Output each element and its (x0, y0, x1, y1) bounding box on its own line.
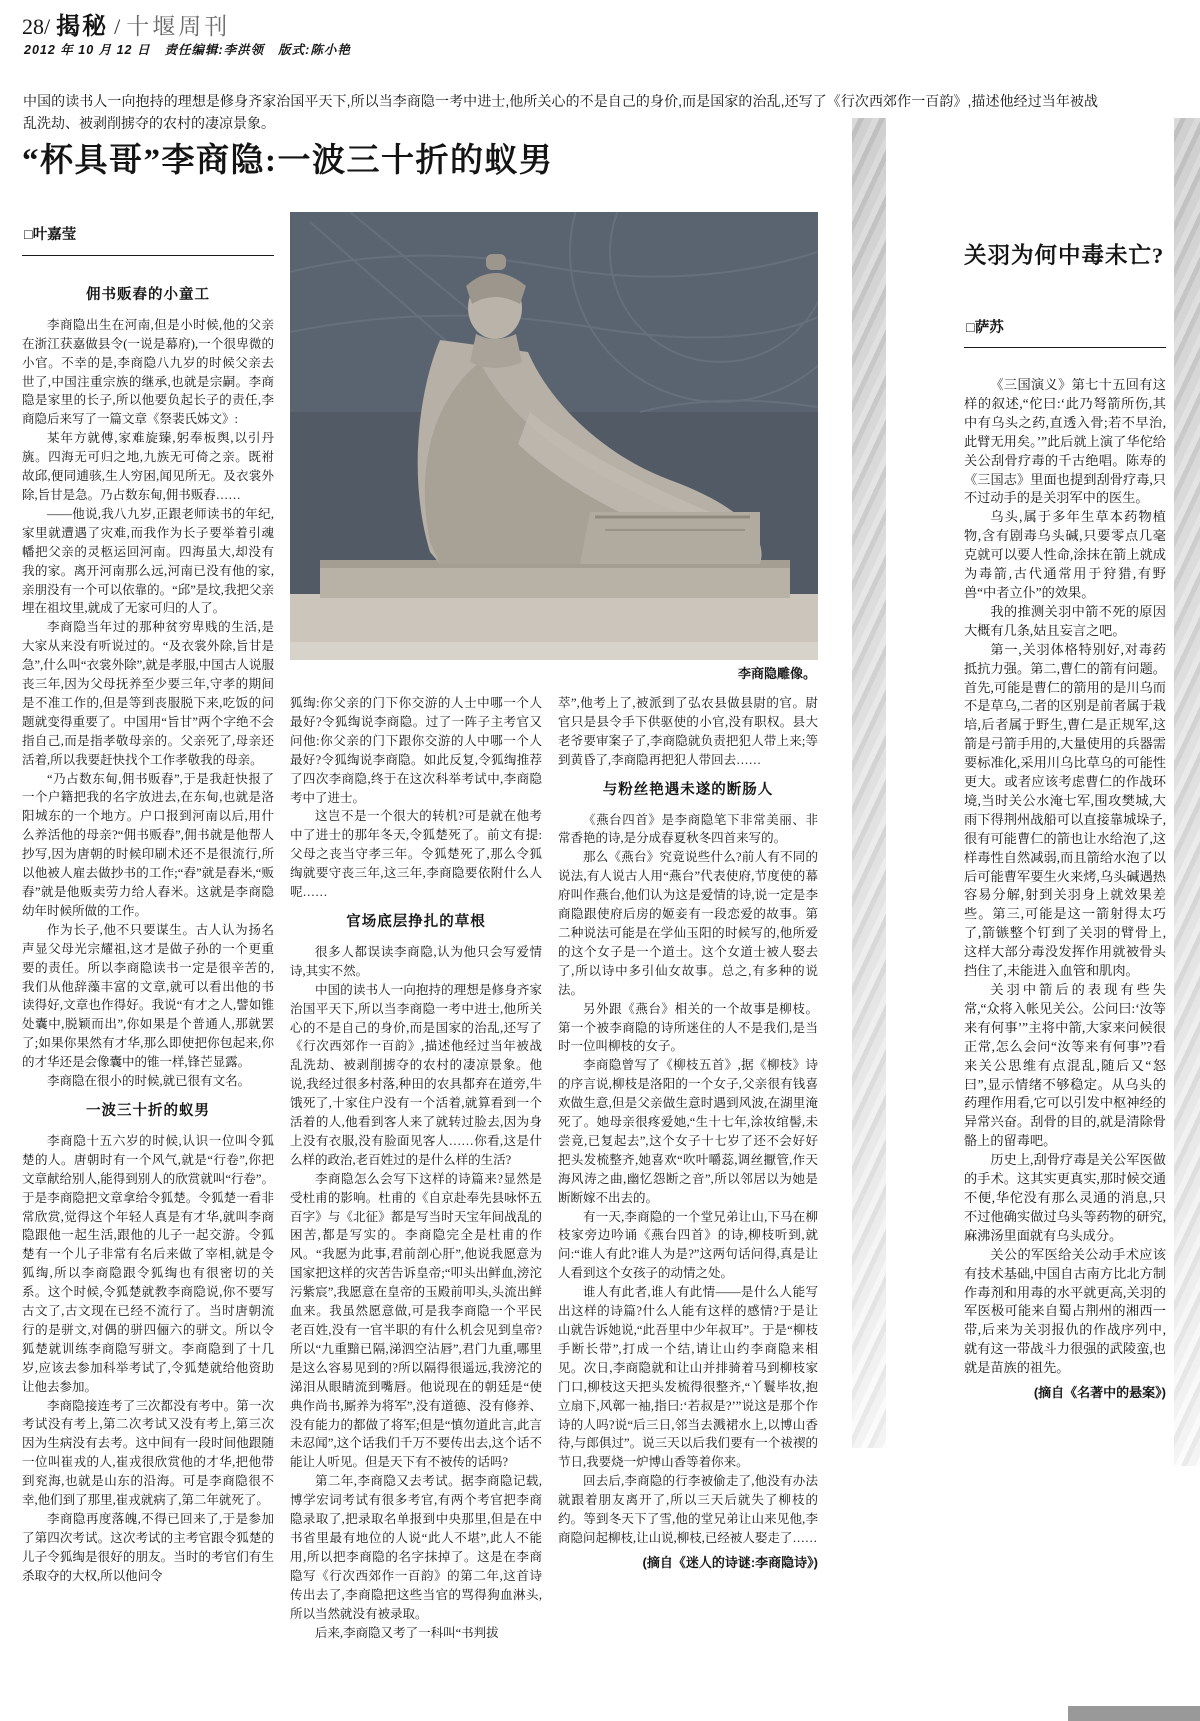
paragraph: 第一,关羽体格特别好,对毒药抵抗力强。第二,曹仁的箭有问题。首先,可能是曹仁的箭用的是川乌而不是草乌,二者的区别是前者属于栽培,后者属于野生,曹仁是正规军,这箭是弓箭手用的,大量使用的兵器需要标准化,采用川乌比草乌的可能性更大。或者应该考虑曹仁的作战环境,当时关公水淹七军,围攻樊城,大雨下得荆州战船可以直接靠城垛子,很有可能曹仁的箭也让水给泡了,这样毒性自然减弱,而且箭给水泡了以后可能曹军要生火来烤,乌头碱遇热容易分解,射到关羽身上就效果差些。第三,可能是这一箭射得太巧了,箭镞整个钉到了关羽的臂骨上,这样大部分毒没发挥作用就被骨头挡住了,未能进入血管和肌肉。 (964, 641, 1166, 979)
main-headline: “杯具哥”李商隐:一波三十折的蚁男 (22, 143, 554, 179)
paragraph: 回去后,李商隐的行李被偷走了,他没有办法就跟着朋友离开了,所以三天后就失了柳枝的约。等到冬天下了雪,他的堂兄弟让山来见他,李商隐问起柳枝,让山说,柳枝,已经被人娶走了…… (558, 1474, 818, 1545)
column-3-body (558, 694, 818, 1573)
paragraph: 关羽中箭后的表现有些失常,“众将入帐见关公。公问曰:‘汝等来有何事’”主将中箭,大家来问候很正常,怎么会问“汝等来有何事”?看来关公思维有点混乱,随后又“怒曰”,显示情绪不够稳定。从乌头的药理作用看,它可以引发中枢神经的异常兴奋。刮骨的目的,就是清除骨骼上的留毒吧。 (964, 982, 1166, 1149)
source-attribution: (摘自《迷人的诗谜:李商隐诗》) (642, 1554, 818, 1570)
strip-texture (852, 118, 886, 1448)
article-column-3 (558, 694, 818, 1714)
paragraph: 李商隐曾写了《柳枝五首》,据《柳枝》诗的序言说,柳枝是洛阳的一个女子,父亲很有钱喜欢做生意,但是父亲做生意时遇到风波,在湖里淹死了。她母亲很疼爱她,“生十七年,涂妆绾髻,未尝竟,已复起去”,这个女子十七岁了还不会好好把头发梳整齐,她喜欢“吹叶嚼蕊,调丝擫管,作天海风涛之曲,幽忆怨断之音”,所以邻居以为她是断断嫁不出去的。 (558, 1058, 818, 1205)
paragraph: ——他说,我八九岁,正跟老师读书的年纪,家里就遭遇了灾难,而我作为长子要举着引魂幡把父亲的灵柩运回河南。四海虽大,却没有我的家。离开河南那么远,河南已没有他的家,亲朋没有一个可以依靠的。“邱”是坟,我把父亲埋在祖坟里,就成了无家可归的人了。 (22, 506, 274, 616)
masthead (22, 6, 230, 41)
paragraph: 乌头,属于多年生草本药物植物,含有剧毒乌头碱,只要零点几毫克就可以要人性命,涂抹在箭上就成为毒箭,古代通常用于狩猎,有野兽“中者立仆”的效果。 (964, 509, 1166, 600)
paragraph: 李商隐十五六岁的时候,认识一位叫令狐楚的人。唐朝时有一个风气,就是“行卷”,你把文章献给别人,能得到别人的欣赏就叫“行卷”。于是李商隐把文章拿给令狐楚。令狐楚一看非常欣赏,觉得这个年轻人真是有才华,就叫李商隐跟他一起生活,跟他的儿子一起交游。令狐楚有一个儿子非常有名后来做了宰相,就是令狐绹,所以李商隐跟令狐绹也有很密切的关系。这个时候,令狐楚就教李商隐说,你不要写古文了,古文现在已经不流行了。当时唐朝流行的是骈文,对偶的骈四俪六的骈文。所以令狐楚就训练李商隐写骈文。李商隐到了十几岁,应该去参加科举考试了,令狐楚就给他资助让他去参加。 (22, 1133, 274, 1394)
paragraph: 李商隐出生在河南,但是小时候,他的父亲在浙江获嘉做县令(一说是幕府),一个很卑微的小官。不幸的是,李商隐八九岁的时候父亲去世了,中国注重宗族的继承,也就是宗嗣。李商隐是家里的长子,所以他要负起长子的责任,李商隐后来写了一篇文章《祭裴氏姊文》: (22, 317, 274, 427)
corner-block (1068, 1706, 1200, 1721)
section-subhead: 官场底层挣扎的草根 (346, 913, 486, 930)
paragraph: 狐绹:你父亲的门下你交游的人士中哪一个人最好?令狐绹说李商隐。过了一阵子主考官又问他:你父亲的门下跟你交游的人中哪一个人最好?令狐绹说李商隐。如此反复,令狐绹推荐了四次李商隐,终于在这次科举考试中,李商隐考中了进士。 (290, 696, 542, 805)
paragraph: 李商隐当年过的那种贫穷卑贱的生活,是大家从来没有听说过的。“及衣裳外除,旨甘是急”,什么叫“衣裳外除”,就是孝服,中国古人说服丧三年,因为父母抚养至少要三年,守孝的期间是不准工作的,但是等到丧服脱下来,吃饭的问题就变得重要了。中国用“旨甘”两个字绝不会指自己,而是指孝敬母亲的。父亲死了,母亲还活着,所以我要赶快找个工作孝敬我的母亲。 (22, 620, 274, 767)
article-column-1 (22, 212, 274, 1710)
column-1-body (22, 286, 274, 1586)
paragraph: 李商隐接连考了三次都没有考中。第一次考试没有考上,第二次考试又没有考上,第三次因为生病没有去考。这中间有一段时间他跟随一位叫崔戎的人,崔戎很欣赏他的才华,把他带到兖海,也就是山东的沿海。可是李商隐很不幸,他们到了那里,崔戎就病了,第二年就死了。 (22, 1398, 274, 1508)
paragraph: 很多人都误读李商隐,认为他只会写爱情诗,其实不然。 (290, 944, 542, 978)
sidebar-author-byline: □萨苏 (964, 270, 1166, 348)
strip-texture (1174, 118, 1200, 1466)
paragraph: 我的推测关羽中箭不死的原因大概有几条,姑且妄言之吧。 (964, 603, 1166, 638)
column-2-body (290, 694, 542, 1642)
paragraph: 某年方就傅,家难旋臻,躬奉板舆,以引丹旐。四海无可归之地,九族无可倚之亲。既祔故邱,便同逋骇,生人穷困,闻见所无。及衣裳外除,旨甘是急。乃占数东甸,佣书贩舂…… (22, 431, 274, 502)
paragraph: “乃占数东甸,佣书贩舂”,于是我赶快报了一个户籍把我的名字放进去,在东甸,也就是洛阳城东的一个地方。户口报到河南以后,用什么养活他的母亲?“佣书贩舂”,佣书就是他帮人抄写,因为唐朝的时候印刷术还不是很流行,所以他被人雇去做抄书的工作;“舂”就是舂米,“贩舂”就是他贩卖劳力给人舂米。这就是李商隐幼年时候所做的工作。 (22, 771, 274, 918)
paragraph: 有一天,李商隐的一个堂兄弟让山,下马在柳枝家旁边吟诵《燕台四首》的诗,柳枝听到,就问:“谁人有此?谁人为是?”这两句话问得,真是让人看到这个女孩子的动情之处。 (558, 1209, 818, 1281)
section-subhead: 与粉丝艳遇未遂的断肠人 (602, 781, 774, 798)
section-subhead: 一波三十折的蚁男 (86, 1102, 210, 1119)
paragraph: 第二年,李商隐又去考试。据李商隐记载,博学宏词考试有很多考官,有两个考官把李商隐录取了,把录取名单报到中央那里,但是在中书省里最有地位的人说“此人不堪”,此人不能用,所以把李商隐的名字抹掉了。这是在李商隐写《行次西郊作一百韵》的第二年,这首诗传出去了,李商隐把这些当官的骂得狗血淋头,所以当然就没有被录取。 (290, 1474, 542, 1621)
layout-editor: 版式:陈小艳 (278, 43, 351, 57)
paragraph: 关公的军医给关公动手术应该有技术基础,中国自古南方比北方制作毒剂和用毒的水平就更高,关羽的军医极可能来自蜀占荆州的湘西一带,后来为关羽报仇的作战序列中,就有这一带战斗力很强的武陵蛮,也就是苗族的祖先。 (964, 1246, 1166, 1376)
page-number: 28/ (22, 14, 51, 39)
responsible-editor: 责任编辑:李洪领 (164, 43, 265, 57)
decorative-strip-right (1174, 118, 1200, 1466)
photo-caption: 李商隐雕像。 (737, 666, 816, 681)
paragraph: 历史上,刮骨疗毒是关公军医做的手术。这其实更真实,那时候交通不便,华佗没有那么灵通的消息,只不过他确实做过乌头等药物的研究,麻沸汤里面就有乌头成分。 (964, 1152, 1166, 1243)
paragraph: 中国的读书人一向抱持的理想是修身齐家治国平天下,所以当李商隐一考中进士,他所关心的不是自己的身价,而是国家的治乱,还写了《行次西郊作一百韵》,描述他经过当年被战乱洗劫、被剥削掳夺的农村的凄凉景象。他说,我经过很多村落,种田的农具都弃在道旁,牛饿死了,十家住户没有一个活着,就算看到一个活着的人,他看到客人来了就转过脸去,因为身上没有衣服,没有脸面见客人……你看,这是什么样的政治,老百姓过的是什么样的生活? (290, 982, 542, 1167)
paragraph: 《三国演义》第七十五回有这样的叙述,“佗曰:‘此乃弩箭所伤,其中有乌头之药,直透入骨;若不早治,此臂无用矣。’”此后就上演了华佗给关公刮骨疗毒的千古绝唱。陈寿的《三国志》里面也提到刮骨疗毒,只不过动手的是关羽军中的医生。 (964, 377, 1166, 506)
dateline (24, 40, 351, 58)
masthead-divider: / (114, 14, 121, 39)
source-attribution: (摘自《名著中的悬案》) (1033, 1385, 1166, 1401)
section-title: 揭秘 (56, 13, 109, 40)
paragraph: 李商隐怎么会写下这样的诗篇来?显然是受杜甫的影响。杜甫的《自京赴奉先县咏怀五百字》与《北征》都是写当时天宝年间战乱的困苦,都是写实的。李商隐完全是杜甫的作风。“我愿为此事,君前剖心肝”,他说我愿意为国家把这样的灾苦告诉皇帝;“叩头出鲜血,滂沱污紫宸”,我愿意在皇帝的玉殿前叩头,头流出鲜血来。我虽然愿意做,可是我李商隐一个平民老百姓,没有一官半职的有什么机会见到皇帝?所以“九重黯已隔,涕泗空沾唇”,君门九重,哪里是这么容易见到的?所以隔得很遥远,我滂沱的涕泪从眼睛流到嘴唇。他说现在的朝廷是“使典作尚书,厮养为将军”,没有道德、没有修养、没有能力的都做了将军;但是“慎勿道此言,此言未忍闻”,这个话我们千万不要传出去,这个话不能让人听见。但是天下有不被传的话吗? (290, 1171, 542, 1470)
paragraph: 作为长子,他不只要谋生。古人认为扬名声显父母光宗耀祖,这才是做子孙的一个更重要的责任。所以李商隐读书一定是很辛苦的,我们从他辞藻丰富的文章,就可以看出他的书读得好,文章也作得好。我说“有才之人,譬如锥处囊中,脱颖而出”,你如果是个普通人,那就罢了;如果你果然有才华,那么即使把你包起来,你的才华还是会像囊中的锥一样,锋芒显露。 (22, 922, 274, 1070)
paragraph: 谁人有此者,谁人有此情——是什么人能写出这样的诗篇?什么人能有这样的感情?于是让山就告诉她说,“此吾里中少年叔耳”。于是“柳枝手断长带”,打成一个结,请让山约李商隐来相见。次日,李商隐就和让山并排骑着马到柳枝家门口,柳枝这天把头发梳得很整齐,“丫鬟毕妆,抱立扇下,风鄣一袖,指曰:‘若叔是?’”说这是那个作诗的人吗?说“后三日,邻当去溅裙水上,以博山香待,与郎俱过”。说三天以后我们要有一个祓禊的节日,我要烧一炉博山香等着你来。 (558, 1285, 818, 1470)
sidebar-article (964, 238, 1166, 1403)
decorative-strip-left (852, 118, 886, 1448)
paragraph: 后来,李商隐又考了一科叫“书判拔 (315, 1625, 499, 1640)
paragraph: 萃”,他考上了,被派到了弘农县做县尉的官。尉官只是县令手下供驱使的小官,没有职权。县大老爷要审案子了,李商隐就负责把犯人带上来;等到黄昏了,李商隐再把犯人带回去…… (558, 696, 818, 767)
article-column-2 (290, 694, 542, 1714)
paragraph: 李商隐再度落魄,不得已回来了,于是参加了第四次考试。这次考试的主考官跟令狐楚的儿子令狐绹是很好的朋友。当时的考官们有生杀取夺的大权,所以他问令 (22, 1512, 274, 1583)
lead-paragraph: 中国的读书人一向抱持的理想是修身齐家治国平天下,所以当李商隐一考中进士,他所关心的不是自己的身价,而是国家的治乱,还写了《行次西郊作一百韵》,描述他经过当年被战乱洗劫、被剥削掳夺的农村的凄凉景象。 (23, 93, 1098, 131)
issue-date: 2012 年 10 月 12 日 (24, 43, 151, 57)
statue-illustration (290, 212, 818, 660)
sidebar-body (964, 376, 1166, 1403)
section-subhead: 佣书贩舂的小童工 (86, 286, 210, 303)
paragraph: 《燕台四首》是李商隐笔下非常美丽、非常香艳的诗,是分成春夏秋冬四首来写的。 (558, 812, 818, 846)
paragraph: 这岂不是一个很大的转机?可是就在他考中了进士的那年冬天,令狐楚死了。前文有提:父母之丧当守孝三年。令狐楚死了,那么令狐绹就要守丧三年,这三年,李商隐要依附什么人呢…… (290, 809, 542, 900)
paragraph: 李商隐在很小的时候,就已很有文名。 (47, 1074, 251, 1089)
statue-photo (290, 212, 818, 660)
publication-name: 十堰周刊 (126, 14, 231, 39)
author-byline: □叶嘉莹 (22, 212, 274, 256)
paragraph: 另外跟《燕台》相关的一个故事是柳枝。第一个被李商隐的诗所迷住的人不是我们,是当时一位叫柳枝的女子。 (558, 1001, 818, 1054)
sidebar-headline: 关羽为何中毒未亡? (964, 243, 1165, 268)
paragraph: 那么《燕台》究竟说些什么?前人有不同的说法,有人说古人用“燕台”代表使府,节度使的幕府叫作燕台,他们认为这是爱情的诗,说一定是李商隐跟使府后房的姬妾有一段恋爱的故事。第二种说法可能是在学仙玉阳的时候写的,他所爱的这个女子是一个道士。这个女道士被人娶去了,所以诗中多引仙女故事。总之,有多种的说法。 (558, 850, 818, 997)
